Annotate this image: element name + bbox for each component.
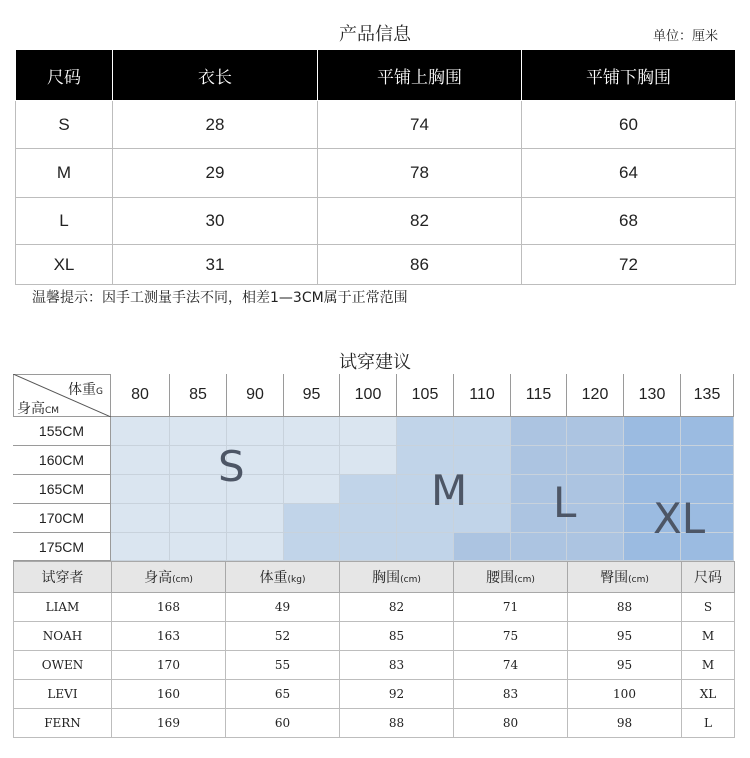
header-bust: 胸围(cm) <box>340 562 454 593</box>
cell-upper-bust: 86 <box>318 245 522 285</box>
size-zone-cell <box>111 446 170 475</box>
fit-table-body <box>14 593 735 738</box>
size-zone-label: XL <box>653 494 706 543</box>
table-row <box>16 245 736 285</box>
size-zone-cell <box>624 446 681 475</box>
header-weight: 体重(kg) <box>226 562 340 593</box>
size-zone-cell <box>340 475 397 504</box>
fit-cell: 92 <box>340 680 454 709</box>
size-zone-cell <box>284 504 340 533</box>
fit-cell: 163 <box>112 622 226 651</box>
size-zone-cell <box>397 533 454 561</box>
header-hip: 臀围(cm) <box>568 562 682 593</box>
size-zone-cell <box>681 417 734 446</box>
header-upper-bust: 平铺上胸围 <box>318 50 522 101</box>
fit-table-header <box>14 562 735 593</box>
product-table-header <box>16 50 736 101</box>
cell-length: 29 <box>113 149 318 198</box>
size-zone-cell <box>397 417 454 446</box>
weight-header: 80 <box>111 374 170 417</box>
height-row-label: 155CM <box>13 417 111 446</box>
header-size: 尺码 <box>682 562 735 593</box>
fit-cell: 49 <box>226 593 340 622</box>
fit-cell: NOAH <box>14 622 112 651</box>
cell-lower-bust: 64 <box>522 149 736 198</box>
fit-cell: 168 <box>112 593 226 622</box>
size-zone-cell <box>681 446 734 475</box>
table-row <box>14 709 735 738</box>
weight-header: 90 <box>227 374 284 417</box>
grid-corner <box>13 374 111 417</box>
fit-cell: 95 <box>568 651 682 680</box>
height-row-label: 170CM <box>13 504 111 533</box>
table-row <box>16 101 736 149</box>
weight-header: 85 <box>170 374 227 417</box>
size-zone-cell <box>340 417 397 446</box>
fit-cell: M <box>682 622 735 651</box>
table-row <box>14 680 735 709</box>
size-zone-cell <box>511 446 567 475</box>
fit-cell: 74 <box>454 651 568 680</box>
size-zone-cell <box>111 475 170 504</box>
fit-table <box>13 561 735 738</box>
size-zone-cell <box>340 533 397 561</box>
size-zone-cell <box>111 504 170 533</box>
cell-size: M <box>16 149 113 198</box>
size-zone-cell <box>170 533 227 561</box>
height-row-label: 175CM <box>13 533 111 561</box>
size-zone-cell <box>340 504 397 533</box>
weight-header: 110 <box>454 374 511 417</box>
fit-cell: 52 <box>226 622 340 651</box>
cell-lower-bust: 72 <box>522 245 736 285</box>
size-zone-cell <box>624 417 681 446</box>
weight-header: 105 <box>397 374 454 417</box>
unit-label: 单位：厘米 <box>652 29 718 44</box>
fit-cell: 85 <box>340 622 454 651</box>
weight-header: 115 <box>511 374 567 417</box>
tryon-size-grid <box>13 374 734 561</box>
weight-header: 95 <box>284 374 340 417</box>
size-zone-label: S <box>218 442 245 491</box>
fit-cell: 98 <box>568 709 682 738</box>
header-waist: 腰围(cm) <box>454 562 568 593</box>
size-zone-label: M <box>431 466 468 515</box>
measurement-tip: 温馨提示：因手工测量手法不同，相差1—3CM属于正常范围 <box>32 290 408 306</box>
weight-header: 135 <box>681 374 734 417</box>
header-height: 身高(cm) <box>112 562 226 593</box>
table-row <box>14 593 735 622</box>
fit-cell: 65 <box>226 680 340 709</box>
size-zone-cell <box>511 417 567 446</box>
size-zone-cell <box>284 446 340 475</box>
cell-upper-bust: 78 <box>318 149 522 198</box>
weight-header: 100 <box>340 374 397 417</box>
size-zone-cell <box>284 417 340 446</box>
fit-cell: LEVI <box>14 680 112 709</box>
product-size-table <box>15 49 736 285</box>
height-row-label: 160CM <box>13 446 111 475</box>
fit-cell: S <box>682 593 735 622</box>
table-row <box>16 149 736 198</box>
header-lower-bust: 平铺下胸围 <box>522 50 736 101</box>
fit-cell: M <box>682 651 735 680</box>
fit-cell: 95 <box>568 622 682 651</box>
fit-cell: 160 <box>112 680 226 709</box>
size-zone-cell <box>511 533 567 561</box>
fit-cell: 82 <box>340 593 454 622</box>
cell-length: 31 <box>113 245 318 285</box>
size-zone-cell <box>567 446 624 475</box>
table-row <box>16 198 736 245</box>
fit-cell: 55 <box>226 651 340 680</box>
height-row-label: 165CM <box>13 475 111 504</box>
cell-length: 30 <box>113 198 318 245</box>
fit-cell: OWEN <box>14 651 112 680</box>
fit-cell: 83 <box>454 680 568 709</box>
product-info-title: 产品信息 <box>339 24 411 45</box>
size-zone-cell <box>567 533 624 561</box>
fit-cell: 88 <box>340 709 454 738</box>
fit-cell: 83 <box>340 651 454 680</box>
size-zone-cell <box>340 446 397 475</box>
cell-upper-bust: 82 <box>318 198 522 245</box>
size-zone-cell <box>454 533 511 561</box>
corner-weight-label: 体重G <box>68 382 103 398</box>
size-zone-cell <box>284 533 340 561</box>
fit-cell: 169 <box>112 709 226 738</box>
cell-size: S <box>16 101 113 149</box>
size-zone-cell <box>111 533 170 561</box>
fit-cell: XL <box>682 680 735 709</box>
weight-header: 130 <box>624 374 681 417</box>
fit-cell: LIAM <box>14 593 112 622</box>
size-zone-cell <box>227 504 284 533</box>
tryon-title: 试穿建议 <box>339 352 411 373</box>
cell-size: XL <box>16 245 113 285</box>
table-row <box>14 651 735 680</box>
cell-lower-bust: 68 <box>522 198 736 245</box>
fit-cell: 71 <box>454 593 568 622</box>
weight-header: 120 <box>567 374 624 417</box>
header-length: 衣长 <box>113 50 318 101</box>
size-zone-cell <box>170 504 227 533</box>
cell-size: L <box>16 198 113 245</box>
corner-height-label: 身高CM <box>17 401 60 417</box>
size-zone-cell <box>567 417 624 446</box>
cell-upper-bust: 74 <box>318 101 522 149</box>
cell-length: 28 <box>113 101 318 149</box>
size-zone-label: L <box>553 478 577 527</box>
size-zone-cell <box>227 533 284 561</box>
fit-cell: L <box>682 709 735 738</box>
fit-cell: 60 <box>226 709 340 738</box>
fit-cell: FERN <box>14 709 112 738</box>
fit-cell: 80 <box>454 709 568 738</box>
header-size: 尺码 <box>16 50 113 101</box>
size-zone-cell <box>111 417 170 446</box>
size-zone-cell <box>454 417 511 446</box>
fit-cell: 88 <box>568 593 682 622</box>
table-row <box>14 622 735 651</box>
fit-cell: 100 <box>568 680 682 709</box>
cell-lower-bust: 60 <box>522 101 736 149</box>
size-zone-cell <box>284 475 340 504</box>
header-tester: 试穿者 <box>14 562 112 593</box>
fit-cell: 170 <box>112 651 226 680</box>
fit-cell: 75 <box>454 622 568 651</box>
